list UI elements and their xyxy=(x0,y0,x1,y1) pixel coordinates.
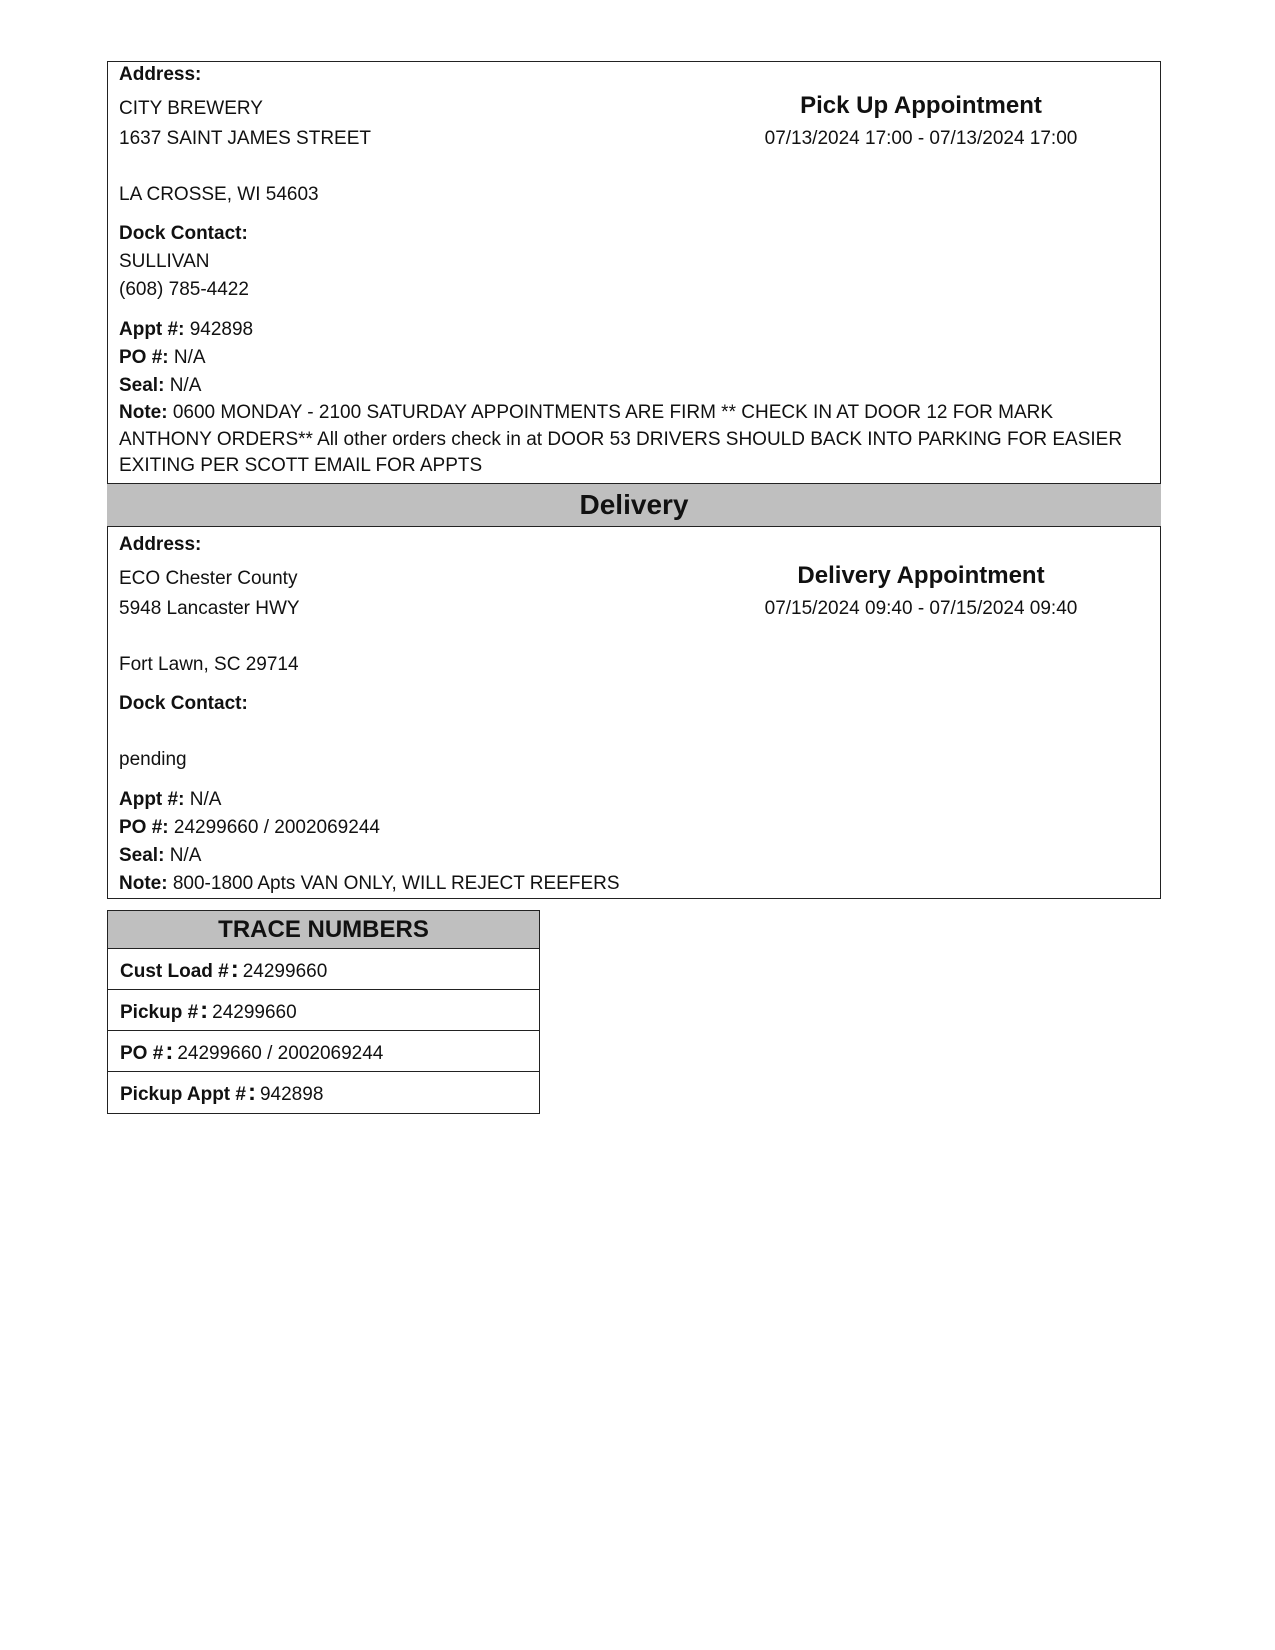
pickup-appointment-title: Pick Up Appointment xyxy=(800,92,1042,119)
trace-row-label: Cust Load # xyxy=(120,961,229,982)
pickup-address-label: Address: xyxy=(119,64,202,85)
delivery-dock-contact-label: Dock Contact: xyxy=(119,693,248,714)
delivery-address-line-1: ECO Chester County xyxy=(119,568,298,589)
pickup-seal xyxy=(119,374,201,398)
delivery-dock-contact-value: pending xyxy=(119,749,187,770)
trace-row-value: 942898 xyxy=(259,1084,324,1105)
pickup-note xyxy=(119,400,1149,480)
pickup-address-line-2: 1637 SAINT JAMES STREET xyxy=(119,128,372,149)
trace-row-pickup-appt: Pickup Appt #: 942898 xyxy=(120,1079,324,1106)
pickup-note-label: Note: xyxy=(119,402,168,423)
pickup-note-value: 0600 MONDAY - 2100 SATURDAY APPOINTMENTS ARE FIRM ** CHECK IN AT DOOR 12 FOR MARK ANTHONY ORDERS** All other orders check in at DOOR 53 DRIVERS SHOULD BACK INTO PARKING FOR EASIER EXITING PER SCOTT EMAIL FOR APPTS xyxy=(119,402,1123,476)
delivery-note-label: Note: xyxy=(119,873,168,894)
delivery-seal-label: Seal: xyxy=(119,845,165,866)
pickup-po-number xyxy=(119,346,206,370)
delivery-po-label: PO #: xyxy=(119,817,169,838)
trace-row-pickup: Pickup #: 24299660 xyxy=(108,990,539,1031)
pickup-appt-label: Appt #: xyxy=(119,319,185,340)
trace-row-label: Pickup # xyxy=(120,1002,199,1023)
delivery-note-value: 800-1800 Apts VAN ONLY, WILL REJECT REEFERS xyxy=(172,873,620,894)
trace-row-label: PO # xyxy=(120,1043,164,1064)
pickup-address-line-1: CITY BREWERY xyxy=(119,98,263,119)
pickup-po-label: PO #: xyxy=(119,347,169,368)
pickup-po-value: N/A xyxy=(173,347,206,368)
delivery-seal xyxy=(119,844,201,868)
delivery-note xyxy=(119,872,620,896)
trace-row-label: Pickup Appt # xyxy=(120,1084,246,1105)
delivery-po-value: 24299660 / 2002069244 xyxy=(173,817,380,838)
trace-numbers-table xyxy=(107,910,540,1114)
pickup-appt-number xyxy=(119,318,253,342)
trace-numbers-title: TRACE NUMBERS xyxy=(108,911,539,949)
pickup-seal-value: N/A xyxy=(169,375,202,396)
delivery-seal-value: N/A xyxy=(169,845,202,866)
delivery-appointment-title: Delivery Appointment xyxy=(797,562,1045,589)
pickup-dock-contact-label: Dock Contact: xyxy=(119,223,248,244)
trace-row-value: 24299660 xyxy=(242,961,328,982)
delivery-appt-number xyxy=(119,788,221,812)
pickup-appt-value: 942898 xyxy=(189,319,254,340)
delivery-appt-value: N/A xyxy=(189,789,222,810)
trace-row-value: 24299660 / 2002069244 xyxy=(177,1043,384,1064)
delivery-address-line-3: Fort Lawn, SC 29714 xyxy=(119,654,299,675)
pickup-address-line-3: LA CROSSE, WI 54603 xyxy=(119,184,319,205)
trace-row-cust-load: Cust Load #: 24299660 xyxy=(108,949,539,990)
trace-row-po: PO #: 24299660 / 2002069244 xyxy=(108,1031,539,1072)
pickup-appointment-range: 07/13/2024 17:00 - 07/13/2024 17:00 xyxy=(764,128,1078,149)
delivery-address-line-2: 5948 Lancaster HWY xyxy=(119,598,300,619)
delivery-po-number xyxy=(119,816,380,840)
delivery-section-header: Delivery xyxy=(107,483,1161,527)
delivery-appointment-range: 07/15/2024 09:40 - 07/15/2024 09:40 xyxy=(764,598,1078,619)
pickup-seal-label: Seal: xyxy=(119,375,165,396)
delivery-address-label: Address: xyxy=(119,534,202,555)
trace-row-value: 24299660 xyxy=(212,1002,297,1023)
delivery-appt-label: Appt #: xyxy=(119,789,185,810)
pickup-dock-contact-phone: (608) 785-4422 xyxy=(119,279,249,300)
pickup-dock-contact-name: SULLIVAN xyxy=(119,251,210,272)
